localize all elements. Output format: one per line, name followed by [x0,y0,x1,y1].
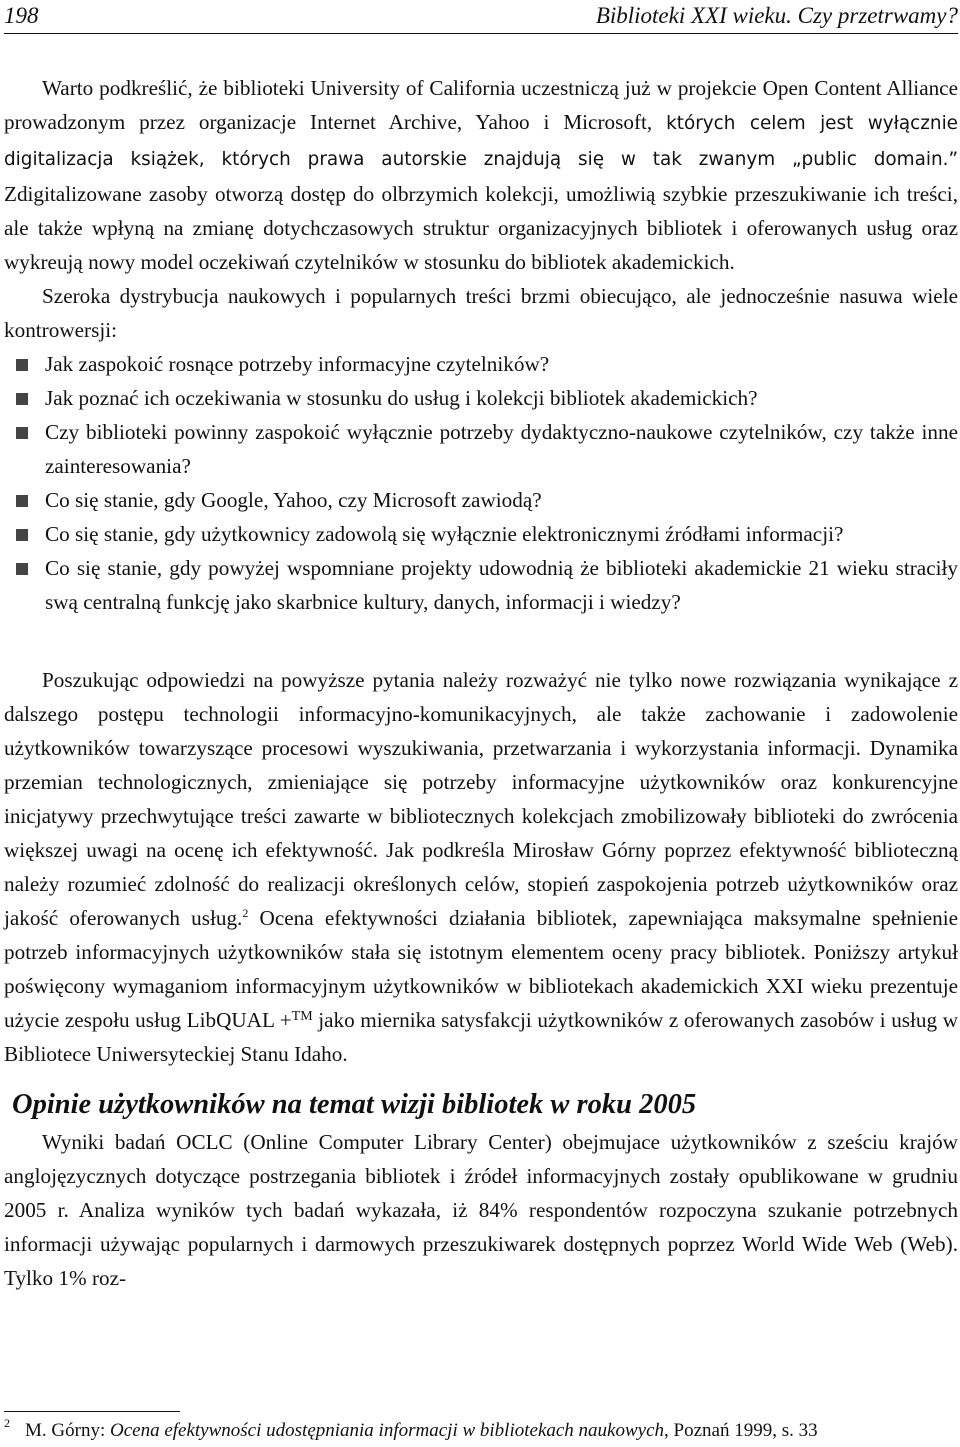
list-item [4,483,958,517]
footnote [4,1417,958,1445]
list-item [4,551,958,619]
footnote-reference[interactable]: 2 [242,906,249,920]
question-text: Jak poznać ich oczekiwania w stosunku do usług i kolekcji bibliotek akademickich? [45,386,758,410]
square-bullet-icon [16,563,28,575]
footnote-rest: , Poznań 1999, s. 33 [664,1420,818,1441]
list-item [4,347,958,381]
square-bullet-icon [16,495,28,507]
running-title: Biblioteki XXI wieku. Czy przetrwamy? [595,3,958,28]
footnote-mark: 2 [4,1416,10,1430]
running-header [4,2,958,30]
footnote-title: Ocena efektywności udostępniania informacji w bibliotekach naukowych [109,1420,665,1441]
paragraph-3-part-b: Ocena efektywności działania bibliotek, zapewniająca maksymalne spełnienie potrzeb informacyjnych użytkowników stała się istotnym elementem oceny pracy bibliotek. Poniższy artykuł poświęcony wymaganiom informacyjnym użytkowników w bibliotekach akademickich XXI wieku prezentuje użycie zespołu usług LibQUAL + [4,906,958,1032]
body-text [4,71,958,1295]
question-text: Co się stanie, gdy powyżej wspomniane projekty udowodnią że biblioteki akademickie 21 wieku straciły swą centralną funkcję jako skarbnice kultury, danych, informacji i wiedzy? [45,556,958,614]
square-bullet-icon [16,529,28,541]
list-item [4,517,958,551]
paragraph-3-part-c: jako miernika satysfakcji użytkowników z oferowanych zasobów i usług w Bibliotece Uniwersyteckiej Stanu Idaho. [4,1008,958,1066]
question-text: Czy biblioteki powinny zaspokoić wyłącznie potrzeby dydaktyczno-naukowe czytelników, czy także inne zainteresowania? [45,420,958,478]
list-item [4,415,958,483]
paragraph-1-part-a: Warto podkreślić, że biblioteki University of California uczestniczą już w projekcie Open Content Alliance prowadzonym przez organizacje Internet Archive, Yahoo i Microsoft, [4,76,958,134]
section-heading: Opinie użytkowników na temat wizji bibliotek w roku 2005 [12,1089,697,1120]
square-bullet-icon [16,393,28,405]
page-number: 198 [4,3,39,28]
paragraph-oclc: Wyniki badań OCLC (Online Computer Library Center) obejmujace użytkowników z sześciu krajów anglojęzycznych dotyczące postrzegania bibliotek i źródeł informacyjnych zostały opublikowane w grudniu 2005 r. Analiza wyników tych badań wykazała, iż 84% respondentów rozpoczyna szukanie potrzebnych informacji używając popularnych i darmowych przeszukiwarek dostępnych poprzez World Wide Web (Web). Tylko 1% roz- [4,1130,958,1290]
question-text: Co się stanie, gdy Google, Yahoo, czy Microsoft zawiodą? [45,488,542,512]
paragraph-open-content-alliance [4,71,958,279]
square-bullet-icon [16,359,28,371]
paragraph-3-part-a: Poszukując odpowiedzi na powyższe pytania należy rozważyć nie tylko nowe rozwiązania wynikające z dalszego postępu technologii informacyjno-komunikacyjnych, ale także zachowanie i zadowolenie użytkowników towarzyszące procesowi wyszukiwania, przetwarzania i wykorzystania informacji. Dynamika przemian technologicznych, zmieniające się potrzeby informacyjne użytkowników oraz konkurencyjne inicjatywy przechwytujące treści zawarte w bibliotecznych kolekcjach zmobilizowały biblioteki do zwrócenia większej uwagi na ocenę ich efektywność. Jak podkreśla Mirosław Górny poprzez efektywność biblioteczną należy rozumieć zdolność do realizacji określonych celów, stopień zaspokojenia potrzeb użytkowników oraz jakość oferowanych usług. [4,668,958,930]
paragraph-1-part-b: których celem jest wyłącznie digitalizacja książek, których prawa autorskie znajdują się w tak zwanym „public domain.” [4,113,958,170]
questions-list [4,347,958,619]
question-text: Jak zaspokoić rosnące potrzeby informacyjne czytelników? [45,352,550,376]
header-rule [4,33,958,34]
trademark-mark: TM [291,1009,313,1024]
paragraph-effectiveness [4,663,958,1071]
paragraph-gap [4,619,958,663]
section-heading-wrap [4,1071,958,1125]
footnote-rule [4,1411,180,1412]
paragraph-1-part-c: Zdigitalizowane zasoby otworzą dostęp do olbrzymich kolekcji, umożliwią szybkie przeszukiwanie ich treści, ale także wpłyną na zmianę dotychczasowych struktur organizacyjnych bibliotek i oferowanych usług oraz wykreują nowy model oczekiwań czytelników w stosunku do bibliotek akademickich. [4,182,958,274]
list-item [4,381,958,415]
footnote-author: M. Górny: [25,1420,110,1441]
paragraph-distribution: Szeroka dystrybucja naukowych i popularnych treści brzmi obiecująco, ale jednocześnie nasuwa wiele kontrowersji: [4,284,958,342]
square-bullet-icon [16,427,28,439]
question-text: Co się stanie, gdy użytkownicy zadowolą się wyłącznie elektronicznymi źródłami informacji? [45,522,844,546]
